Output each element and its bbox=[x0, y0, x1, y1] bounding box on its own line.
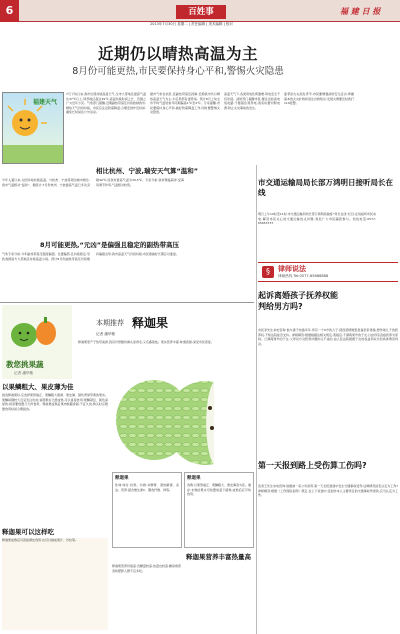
food-sec2-title: 释迦果可以这样吃 bbox=[2, 528, 54, 536]
lawyer-column-banner bbox=[258, 262, 398, 282]
food-caption-2 bbox=[184, 472, 254, 548]
food-head-label: 本期推荐 bbox=[96, 319, 124, 327]
caption1-text: 性味:味甘,性寒。功效:补脾胃、清热解毒、杀虫。营养:富含维生素C、膳食纤维、钾等。 bbox=[115, 483, 179, 492]
food-sec1-title: 以果鳞粗大、果皮薄为佳 bbox=[2, 383, 74, 391]
section3-title: 8月可能更热,“元凶”是偏强且稳定的副热带高压 bbox=[40, 241, 180, 249]
food-intro: 释迦果原产于热带美洲,因其外形酷似佛头而得名,又名番荔枝。果实营养丰富,味道香甜,深受市民喜爱。 bbox=[78, 340, 214, 344]
food-divider bbox=[0, 302, 254, 303]
main-col-4: 夏季是火灾高发季节,市民要增强消防安全意识,掌握基本的火灾扑救和逃生自救知识,发现火情要及时拨打119报警。 bbox=[284, 92, 354, 106]
badge-sub: 记者 潘华敏 bbox=[14, 371, 34, 375]
sidebar-news2-text: 市民李先生来电咨询:他与妻子结婚多年,育有一个6岁的儿子,现因感情破裂准备起诉离婚,想争取儿子的抚养权,不知法院能否支持。律师解答:根据婚姻法相关规定,离婚后,不满两周岁的子女,以由母亲直接抚养为原则。已满两周岁的子女,父母双方对抚养问题协议不成的,由人民法院根据子女的权益和双方的具体情况判决。 bbox=[258, 328, 398, 346]
pick-produce-badge bbox=[2, 305, 72, 379]
main-subheadline: 8月份可能更热,市民要保持身心平和,警惕火灾隐患 bbox=[72, 66, 284, 77]
lawyer-icon: § bbox=[262, 266, 274, 278]
main-col-1: 7月下旬以来,我市出现持续高温天气,全市大部地区最高气温达37℃以上,局部地区超过39℃,高温持续时间之长、范围之广为近年少见。气象部门提醒,近期副热带高压仍将控制我市,晴热天气仍将持续。市民应注意防暑降温,合理安排作息时间,避免长时间在户外活动。 bbox=[66, 92, 146, 115]
sidebar-news3-title: 第一天报到路上受伤算工伤吗? bbox=[258, 461, 367, 470]
food-title: 释迦果 bbox=[132, 316, 169, 330]
sidebar-news1-text: 明日上午10时至11时,市交通运输局局长部万鸿明将做客“局长在线”栏目,在线接听市民来电,解答市民关心的交通运输热点问题,欢迎广大市民踊跃参与。热线电话:0577-65653737 bbox=[258, 212, 376, 226]
weather-graphic bbox=[2, 92, 64, 164]
lawyer-column-title: 律师说法 bbox=[278, 265, 306, 273]
page-number: 6 bbox=[0, 0, 19, 22]
badge-title: 教您挑果蔬 bbox=[6, 360, 44, 369]
section-brand: 百姓事 bbox=[176, 5, 226, 19]
cartoon-vegetables-icon bbox=[2, 305, 72, 361]
newspaper-logo: 福 建 日 报 bbox=[340, 7, 381, 16]
food-sec1-text: 挑选释迦果时,应选择果形端正、果鳞粗大饱满、果皮薄、颜色青绿带黄的果实。果鳞间隙较大且呈乳白色的,说明果实已经成熟,可以直接食用;果鳞紧密、颜色深绿的,则需要放置几天再食用。释迦果成熟后果肉软糯香甜,不宜久放,购买时应根据食用时间合理挑选。 bbox=[2, 393, 108, 411]
sidebar-news2-title: 起诉离婚孩子抚养权能判给男方吗? bbox=[258, 291, 338, 311]
header-subtitle: 2013年7月30日 星期二 | 责任编辑 | 美术编辑 | 校对 bbox=[150, 22, 233, 26]
sugar-apple-image bbox=[110, 368, 256, 468]
food-sec2-text: 释迦果成熟后可直接剥皮食用,也可以做成果汁、沙拉等。 bbox=[2, 538, 108, 630]
food-sec3-text: 释迦果营养价值高,含糖量较高,热量也较高,糖尿病患者和肥胖人群不宜多吃。 bbox=[112, 564, 181, 573]
sugar-apple-photo bbox=[110, 368, 256, 468]
section2-title: 相比杭州、宁波,瑞安天气算“温和” bbox=[96, 167, 199, 175]
section3-text: 气象专家分析,今年副热带高压强度偏强、位置偏西,且持续稳定,导致我国南方大部地区持续高温少雨。预计8月份副热带高压仍将维持偏强态势,我市高温天气仍将持续,市民须做好长期应对准备。 bbox=[2, 252, 179, 261]
main-col-2: 据市气象台消息,受副热带高压控制,近期我市仍以晴热高温天气为主,午后局部有雷阵雨。预计8月上旬全市平均气温较常年同期偏高1℃至2℃。专家提醒,市民要保持身心平和,做好防暑降温工作,同时要警惕火灾隐患。 bbox=[150, 92, 220, 115]
weather-graphic-label: 福建天气 bbox=[33, 99, 58, 106]
caption2-text: 选购:以果形端正、果鳞粗大、果皮薄者为佳。储存:未熟的果实可放置常温下催熟,成熟后应尽快食用。 bbox=[187, 483, 252, 497]
main-headline: 近期仍以晴热高温为主 bbox=[97, 45, 258, 63]
lawyer-column-sub: 律师热线 Tel:0577-65688888 bbox=[278, 274, 329, 278]
main-col-3: 高温天气下,各类用电负荷激增,用电安全不容忽视。消防部门提醒市民,要注意检查电线电路,不要超负荷用电,离家时要切断电源,防止火灾事故的发生。 bbox=[224, 92, 280, 110]
caption1-title: 释迦果 bbox=[115, 476, 129, 481]
section2-text: 今年入夏以来,全国多地持续高温。与杭州、宁波等周边城市相比,我市气温相对“温和”。据统计,7月份杭州、宁波最高气温已多次突破40℃,而我市最高气温为39.5℃。专家分析,我市濒临海洋,受海风调节作用,气温相对较低。 bbox=[2, 178, 184, 187]
caption2-title: 释迦果 bbox=[187, 476, 201, 481]
food-reporter: 记者 潘华敏 bbox=[96, 332, 116, 336]
sidebar-news3-text: 读者王先生来电咨询:他刚被一家公司录用,第一天去报到途中发生交通事故受伤,这种情况能否认定为工伤?律师解答:根据《工伤保险条例》规定,在上下班途中,受到非本人主要责任的交通事故伤害的,应当认定为工伤。 bbox=[258, 484, 398, 498]
food-caption-1 bbox=[112, 472, 182, 548]
sidebar-news1-title: 市交通运输局局长部万鸿明日接听局长在线 bbox=[258, 178, 393, 197]
food-sec3-title: 释迦果营养丰富热量高 bbox=[186, 553, 251, 561]
